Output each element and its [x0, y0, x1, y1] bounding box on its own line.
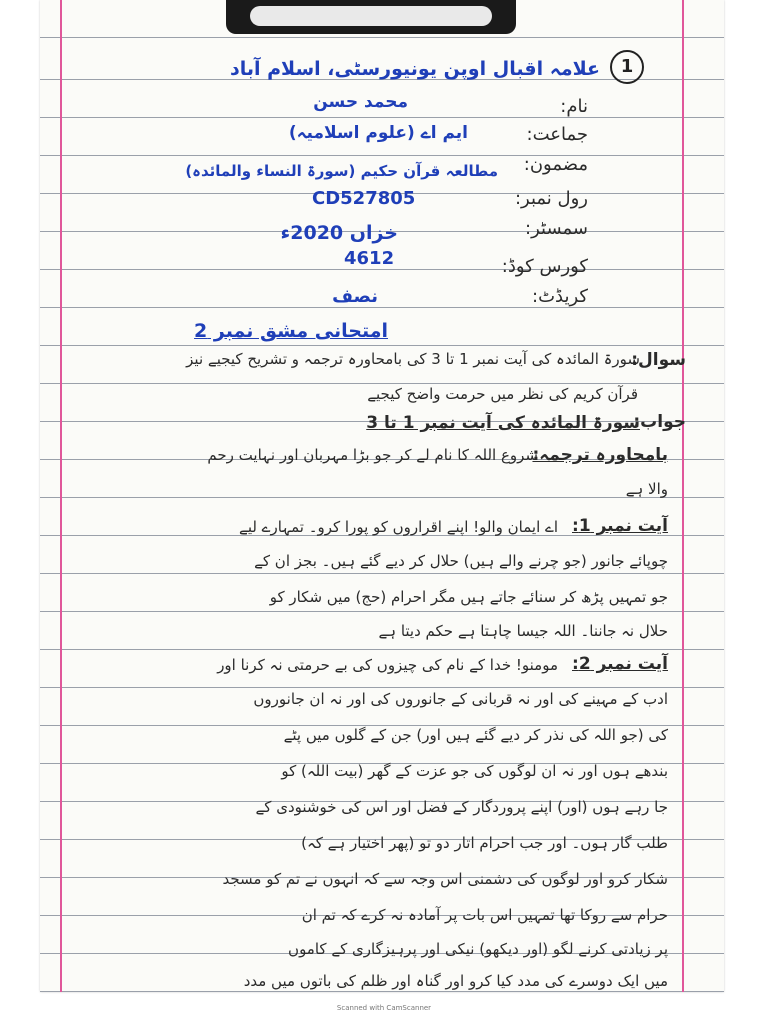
ayah-1-line-1: اے ایمان والو! اپنے اقراروں کو پورا کرو۔ تمہارے لیے — [239, 518, 558, 536]
ayah-2-line-1: مومنو! خدا کے نام کی چیزوں کی بے حرمتی نہ کرنا اور — [217, 656, 558, 674]
ayah-2-line-8: حرام سے روکا تھا تمہیں اس بات پر آمادہ نہ کرے کہ تم ان — [301, 906, 668, 924]
page-number: 1 — [610, 50, 644, 84]
ayah-1-line-3: جو تمہیں پڑھ کر سنائے جاتے ہیں مگر احرام (حج) میں شکار کو — [269, 588, 668, 606]
field-value-class: ایم اے (علوم اسلامیہ) — [288, 123, 468, 143]
field-value-subject: مطالعہ قرآن حکیم (سورۃ النساء والمائدہ) — [185, 162, 498, 180]
ayah-2-line-3: کی (جو اللہ کی نذر کر دیے گئے ہیں اور) جن کے گلوں میں پٹے — [283, 726, 668, 744]
translation-line-2: والا ہے — [625, 480, 668, 498]
ayah-2-label: آیت نمبر 2: — [572, 654, 668, 674]
ayah-1-label: آیت نمبر 1: — [572, 516, 668, 536]
question-label: سوال: — [631, 350, 686, 370]
ayah-1-line-2: چوپائے جانور (جو چرنے والے ہیں) حلال کر دیے گئے ہیں۔ بجز ان کے — [254, 552, 668, 570]
field-label-name: نام: — [560, 96, 588, 117]
field-value-semester: خزاں 2020ء — [280, 222, 398, 244]
field-value-name: محمد حسن — [313, 92, 408, 112]
answer-heading: سورۃ المائدہ کی آیت نمبر 1 تا 3 — [366, 413, 640, 433]
question-line-2: قرآن کریم کی نظر میں حرمت واضح کیجیے — [367, 385, 638, 403]
translation-label: بامحاورہ ترجمہ: — [532, 445, 668, 465]
ayah-2-line-7: شکار کرو اور لوگوں کی دشمنی اس وجہ سے کہ انہوں نے تم کو مسجد — [222, 870, 668, 888]
answer-label: جواب: — [633, 412, 686, 432]
ayah-1-line-4: حلال نہ جاننا۔ اللہ جیسا چاہتا ہے حکم دیتا ہے — [378, 622, 668, 640]
field-label-subject: مضمون: — [523, 154, 588, 175]
field-label-roll-number: رول نمبر: — [514, 188, 588, 209]
translation-line-1: شروع اللہ کا نام لے کر جو بڑا مہربان اور نہایت رحم — [207, 446, 538, 464]
clipboard-clip-opening — [250, 6, 492, 26]
ayah-2-line-9: پر زیادتی کرنے لگو (اور دیکھو) نیکی اور پرہیزگاری کے کاموں — [288, 940, 668, 958]
ayah-2-line-2: ادب کے مہینے کی اور نہ قربانی کے جانوروں کی اور نہ ان جانوروں — [253, 690, 668, 708]
scanner-watermark: Scanned with CamScanner — [336, 1004, 432, 1012]
university-name: علامہ اقبال اوپن یونیورسٹی، اسلام آباد — [229, 58, 600, 80]
field-value-roll-number: CD527805 — [312, 188, 416, 209]
field-label-semester: سمسٹر: — [525, 218, 588, 239]
ayah-2-line-6: طلب گار ہوں۔ اور جب احرام اتار دو تو (پھر اختیار ہے کہ) — [301, 834, 668, 852]
question-line-1: سورۃ المائدہ کی آیت نمبر 1 تا 3 کی بامحاورہ ترجمہ و تشریح کیجیے نیز — [186, 350, 640, 368]
right-margin-line — [682, 0, 684, 992]
field-label-credit: کریڈٹ: — [532, 286, 588, 307]
ayah-2-line-5: جا رہے ہوں (اور) اپنے پروردگار کے فضل اور اس کی خوشنودی کے — [255, 798, 668, 816]
field-label-course-code: کورس کوڈ: — [501, 256, 588, 277]
field-value-credit: نصف — [332, 286, 378, 307]
left-margin-line — [60, 0, 62, 992]
field-label-class: جماعت: — [526, 124, 588, 145]
field-value-course-code: 4612 — [344, 248, 395, 269]
ayah-2-line-4: بندھے ہوں اور نہ ان لوگوں کی جو عزت کے گھر (بیت اللہ) کو — [281, 762, 668, 780]
ayah-2-line-10: میں ایک دوسرے کی مدد کیا کرو اور گناہ اور ظلم کی باتوں میں مدد — [243, 972, 668, 990]
assignment-title: امتحانی مشق نمبر 2 — [194, 320, 388, 342]
